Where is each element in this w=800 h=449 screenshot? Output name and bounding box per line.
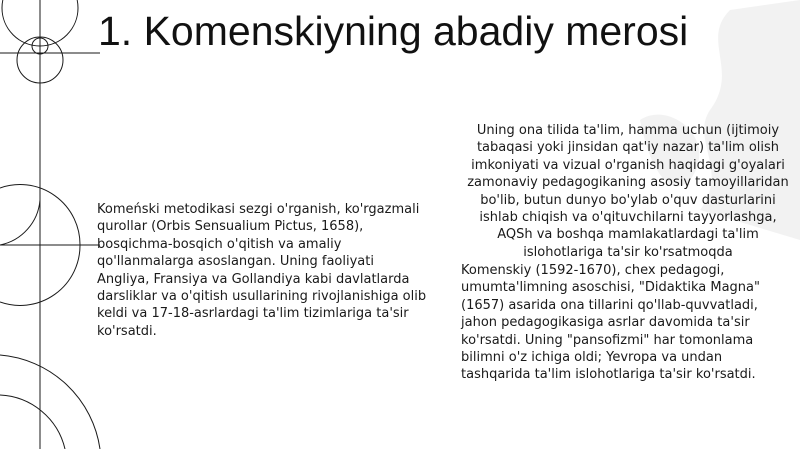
right-top-paragraph: Uning ona tilida ta'lim, hamma uchun (ijtimoiy tabaqasi yoki jinsidan qat'iy nazar) ta'lim olish imkoniyati va vizual o'rganish haqidagi g'oyalari zamonaviy pedagogikaning asosiy tamoyillaridan bo'lib, butun dunyo bo'ylab o'quv dasturlarini ishlab chiqish va o'qituvchilarni tayyorlashga, AQSh va boshqa mamlakatlardagi ta'lim islohotlariga ta'sir ko'rsatmoqda — [467, 123, 789, 260]
right-bottom-paragraph: Komenskiy (1592-1670), chex pedagogi, umumta'limning asoschisi, "Didaktika Magna" (1657) asarida ona tillarini qo'llab-quvvatladi, jahon pedagogikasiga asrlar davomida ta'sir ko'rsatdi. Uning "pansofizmi" har tomonlama bilimni o'z ichiga oldi; Yevropa va undan tashqarida ta'lim islohotlariga ta'sir ko'rsatdi. — [461, 263, 760, 383]
left-paragraph: Komeński metodikasi sezgi o'rganish, ko'rgazmali qurollar (Orbis Sensualium Pictus, 1658), bosqichma-bosqich o'qitish va amaliy qo'llanmalarga asoslangan. Uning faoliyati Angliya, Fransiya va Gollandiya kabi davlatlarda darsliklar va o'qitish usullarining rivojlanishiga olib keldi va 17-18-asrlardagi ta'lim tizimlariga ta'sir ko'rsatdi. — [97, 202, 427, 339]
slide-title: 1. Komenskiyning abadiy merosi — [98, 8, 689, 54]
